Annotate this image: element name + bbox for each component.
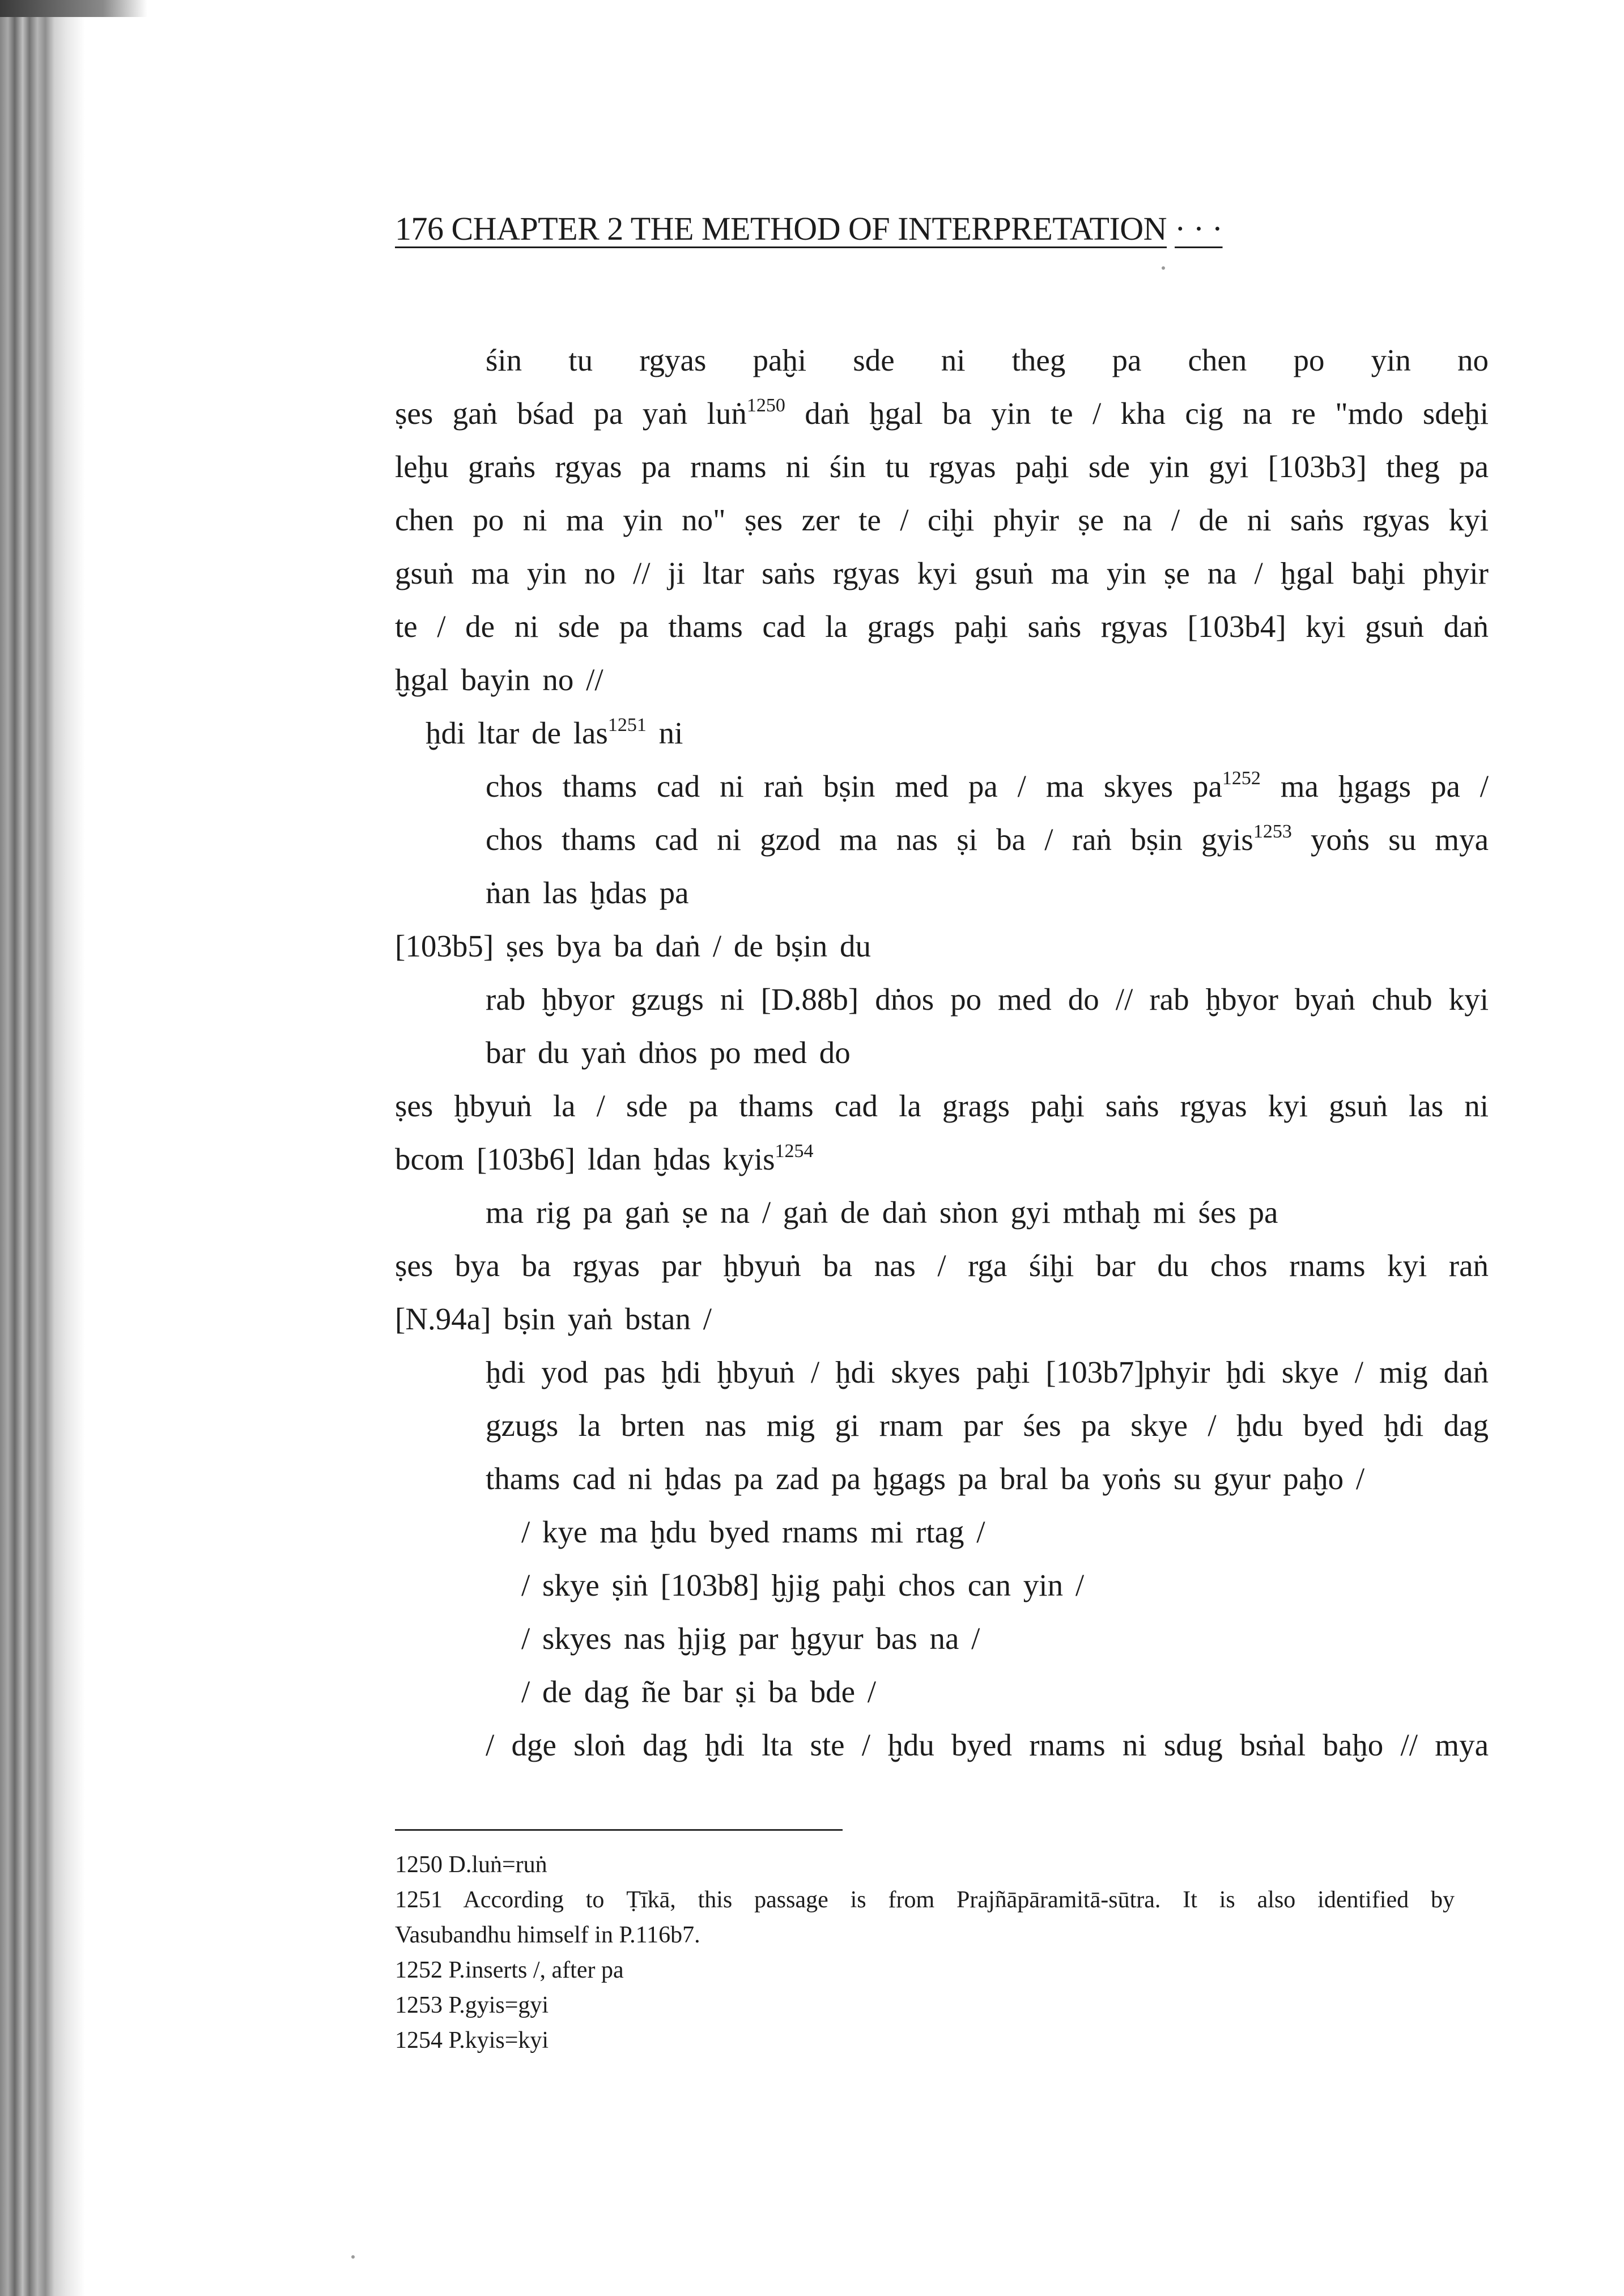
text-line: chos thams cad ni raṅ bṣin med pa / ma skyes $pa^{1252}$ ma ḫgags pa / (486, 768, 1489, 803)
running-header (395, 210, 1302, 248)
text-line: chen po ni ma yin no" ṣes zer te / ciḫi phyir ṣe na / de ni saṅs rgyas kyi (395, 503, 1489, 537)
text-line: leḫu graṅs rgyas pa rnams ni śin tu rgyas paḫi sde yin gyi [103b3] theg pa (395, 449, 1489, 484)
scan-speck (351, 2255, 355, 2259)
header-dots: · · · (1175, 210, 1223, 247)
verse-line: / de dag ñe bar ṣi ba bde / (521, 1674, 877, 1709)
text-line: ḫdi ltar de las$^{1251}$ ni (426, 715, 683, 750)
footnote: 1251 According to Ṭīkā, this passage is from Prajñāpāramitā-sūtra. It is also identified by (395, 1887, 1455, 1913)
text-line: / dge sloṅ dag ḫdi lta ste / ḫdu byed rnams ni sdug bsṅal baḫo // mya (486, 1728, 1489, 1762)
text-line: [103b5] ṣes bya ba daṅ / de bṣin du (395, 929, 871, 963)
text-line: ma rig pa gaṅ ṣe na / gaṅ de daṅ sṅon gyi mthaḫ mi śes pa (486, 1195, 1278, 1230)
footnote: 1254 P.kyis=kyi (395, 2027, 549, 2053)
text-line: chos thams cad ni gzod ma nas ṣi ba / raṅ bṣin gyis$^{1253}$ yoṅs su mya (486, 821, 1489, 857)
text-line: bcom [103b6] ldan ḫdas kyis$^{1254}$ (395, 1141, 814, 1176)
text-line: ḫgal bayin no // (395, 662, 603, 697)
verse-line: / skyes nas ḫjig par ḫgyur bas na / (521, 1621, 980, 1656)
footnote: 1252 P.inserts /, after pa (395, 1957, 624, 1983)
verse-line: / kye ma ḫdu byed rnams mi rtag / (521, 1515, 985, 1549)
text-line: ṅan las ḫdas pa (486, 875, 689, 910)
text-line: te / de ni sde pa thams cad la grags paḫi saṅs rgyas [103b4] kyi gsuṅ daṅ (395, 609, 1489, 644)
verse-line: / skye ṣiṅ [103b8] ḫjig paḫi chos can yin / (521, 1568, 1085, 1602)
text-line: śin tu rgyas paḫi sde ni theg pa chen po yin no (486, 343, 1489, 377)
footnote-continuation: Vasubandhu himself in P.116b7. (395, 1922, 700, 1948)
text-line: ṣes gaṅ bśad pa yaṅ luṅ$^{1250}$ daṅ ḫgal ba yin te / kha cig na re "mdo sdeḫi (395, 395, 1489, 431)
text-line: gzugs la brten nas mig gi rnam par śes pa skye / ḫdu byed ḫdi dag (486, 1408, 1489, 1443)
binding-shadow (0, 0, 147, 17)
footnote: 1253 P.gyis=gyi (395, 1992, 549, 2018)
book-binding-edge (0, 0, 85, 2296)
scan-speck (1162, 266, 1165, 270)
text-line: rab ḫbyor gzugs ni [D.88b] dṅos po med do // rab ḫbyor byaṅ chub kyi (486, 982, 1489, 1017)
text-line: gsuṅ ma yin no // ji ltar saṅs rgyas kyi gsuṅ ma yin ṣe na / ḫgal baḫi phyir (395, 556, 1489, 590)
header-title: 176 CHAPTER 2 THE METHOD OF INTERPRETATION (395, 210, 1167, 247)
text-line: ḫdi yod pas ḫdi ḫbyuṅ / ḫdi skyes paḫi [103b7]phyir ḫdi skye / mig daṅ (486, 1355, 1489, 1389)
text-line: bar du yaṅ dṅos po med do (486, 1035, 851, 1070)
text-line: ṣes bya ba rgyas par ḫbyuṅ ba nas / rga śiḫi bar du chos rnams kyi raṅ (395, 1248, 1489, 1283)
text-line: [N.94a] bṣin yaṅ bstan / (395, 1302, 712, 1336)
footnote: 1250 D.luṅ=ruṅ (395, 1852, 547, 1878)
text-line: thams cad ni ḫdas pa zad pa ḫgags pa bral ba yoṅs su gyur paḫo / (486, 1461, 1365, 1496)
text-line: ṣes ḫbyuṅ la / sde pa thams cad la grags paḫi saṅs rgyas kyi gsuṅ las ni (395, 1089, 1489, 1123)
footnote-divider (395, 1829, 843, 1831)
